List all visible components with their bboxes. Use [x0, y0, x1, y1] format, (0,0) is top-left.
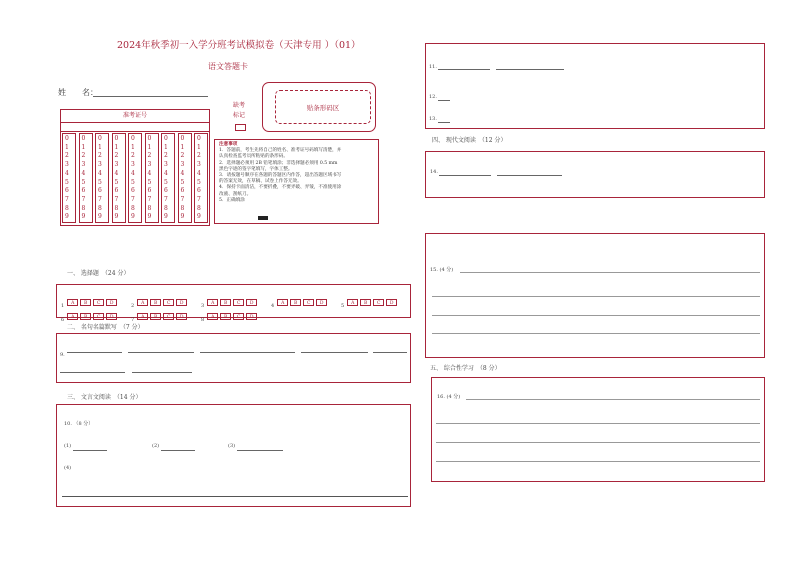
q11-13-box — [425, 43, 765, 129]
exam-id-digit[interactable]: 3 — [131, 161, 135, 169]
notice-box — [214, 139, 379, 224]
exam-id-column[interactable] — [194, 133, 208, 223]
notice-line: 的答案无效，在草稿、试卷上作答无效。 — [219, 179, 302, 185]
exam-id-digit[interactable]: 6 — [131, 187, 135, 195]
exam-id-digit[interactable]: 0 — [131, 135, 135, 142]
mcq-option[interactable]: B — [290, 299, 301, 306]
notice-line: 1．答题前，考生先将自己的姓名、准考证号码填写清楚，并 — [219, 148, 342, 154]
exam-id-column[interactable] — [62, 133, 76, 223]
exam-id-digit[interactable]: 6 — [81, 187, 86, 195]
exam-id-digit[interactable]: 0 — [81, 135, 86, 142]
absent-label-text: 缺考 标记 — [232, 102, 245, 119]
q14-blank-2[interactable] — [497, 175, 562, 176]
name-field[interactable] — [93, 96, 208, 97]
exam-id-digit[interactable]: 0 — [164, 135, 168, 142]
mcq-option[interactable]: A — [277, 299, 288, 306]
mcq-option[interactable]: D — [176, 313, 187, 320]
exam-id-digit[interactable]: 2 — [164, 152, 168, 160]
section-3-box — [56, 404, 411, 507]
filled-example — [258, 216, 268, 220]
exam-id-digit[interactable]: 9 — [65, 213, 69, 221]
q12-blank[interactable] — [438, 100, 450, 101]
exam-id-digit[interactable]: 5 — [114, 178, 119, 186]
exam-id-digit[interactable]: 9 — [98, 213, 102, 221]
exam-id-digit[interactable]: 4 — [81, 169, 86, 177]
exam-id-digit[interactable]: 4 — [114, 169, 119, 177]
q10-part-2: (2) — [152, 443, 160, 449]
exam-id-digit[interactable]: 1 — [197, 143, 201, 151]
exam-id-digit[interactable]: 4 — [98, 169, 102, 177]
exam-id-digit[interactable]: 3 — [164, 161, 168, 169]
q10-1-blank[interactable] — [73, 450, 107, 451]
exam-id-digit[interactable]: 6 — [98, 187, 102, 195]
exam-id-digit[interactable]: 4 — [131, 169, 135, 177]
exam-id-digit[interactable]: 2 — [98, 152, 102, 160]
exam-id-digit[interactable]: 6 — [180, 187, 185, 195]
exam-id-digit[interactable]: 8 — [147, 204, 152, 212]
exam-id-input-row[interactable] — [60, 122, 210, 132]
exam-id-digit[interactable]: 0 — [180, 135, 185, 142]
notice-lines — [219, 148, 374, 204]
mcq-option[interactable]: B — [220, 299, 231, 306]
q15-line-2[interactable] — [432, 296, 760, 297]
q9-blank-1[interactable] — [67, 352, 122, 353]
q15-line-4[interactable] — [432, 333, 760, 334]
q10-3-blank[interactable] — [237, 450, 283, 451]
q9-blank-3[interactable] — [200, 352, 295, 353]
exam-id-digit[interactable]: 4 — [164, 169, 168, 177]
exam-id-digit[interactable]: 3 — [81, 161, 86, 169]
exam-id-digit[interactable]: 4 — [197, 169, 201, 177]
q9-blank-4[interactable] — [301, 352, 368, 353]
exam-id-digit[interactable]: 8 — [98, 204, 102, 212]
page-title: 2024年秋季初一入学分班考试模拟卷（天津专用 ）（01） — [117, 40, 361, 51]
section-4-title: 四、 现代文阅读 （12 分） — [432, 137, 507, 144]
exam-id-digit[interactable]: 7 — [98, 195, 102, 203]
exam-id-digit[interactable]: 9 — [147, 213, 152, 221]
q11-label: 11. — [429, 64, 437, 70]
q10-2-blank[interactable] — [161, 450, 195, 451]
q9-blank-7[interactable] — [132, 372, 192, 373]
exam-id-digit[interactable]: 1 — [180, 143, 185, 151]
exam-id-digit[interactable]: 8 — [197, 204, 201, 212]
exam-id-digit[interactable]: 5 — [131, 178, 135, 186]
exam-id-digit[interactable]: 7 — [180, 195, 185, 203]
exam-id-column[interactable] — [145, 133, 159, 223]
exam-id-digit[interactable]: 2 — [114, 152, 119, 160]
exam-id-digit[interactable]: 6 — [147, 187, 152, 195]
mcq-option[interactable]: D — [386, 299, 397, 306]
exam-id-digit[interactable]: 7 — [81, 195, 86, 203]
exam-id-digit[interactable]: 5 — [147, 178, 152, 186]
q9-label: 9. — [60, 352, 65, 358]
q16-box — [431, 377, 765, 482]
q16-line-1[interactable] — [466, 399, 760, 400]
exam-id-digit[interactable]: 5 — [164, 178, 168, 186]
q16-line-2[interactable] — [436, 423, 760, 424]
exam-id-column[interactable] — [161, 133, 175, 223]
mcq-option[interactable]: C — [303, 299, 314, 306]
mcq-number: 3 — [201, 303, 205, 309]
exam-id-digit[interactable]: 0 — [114, 135, 119, 142]
exam-id-digit[interactable]: 8 — [180, 204, 185, 212]
mcq-option[interactable]: A — [67, 313, 78, 320]
notice-line: 改液、刮纸刀。 — [219, 191, 252, 197]
exam-id-digit[interactable]: 9 — [114, 213, 119, 221]
mcq-option[interactable]: B — [360, 299, 371, 306]
exam-id-digit[interactable]: 9 — [131, 213, 135, 221]
exam-id-digit[interactable]: 2 — [131, 152, 135, 160]
notice-title: 注意事项 — [219, 142, 238, 147]
name-label: 姓 名： — [58, 88, 98, 97]
exam-id-digit[interactable]: 6 — [164, 187, 168, 195]
mcq-number: 8 — [201, 317, 205, 323]
mcq-option[interactable]: D — [176, 299, 187, 306]
mcq-option[interactable]: D — [246, 299, 257, 306]
notice-line: 4．保持卡面清洁，不要折叠，不要弄破、弄皱，不准使用涂 — [219, 185, 342, 191]
exam-id-digit[interactable]: 7 — [197, 195, 201, 203]
q9-blank-5[interactable] — [373, 352, 407, 353]
exam-id-column[interactable] — [128, 133, 142, 223]
q10-part-1: (1) — [64, 443, 72, 449]
q12-label: 12. — [429, 94, 437, 100]
exam-id-digit[interactable]: 5 — [180, 178, 185, 186]
mcq-option[interactable]: A — [67, 299, 78, 306]
q13-label: 13. — [429, 116, 437, 122]
exam-id-digit[interactable]: 2 — [180, 152, 185, 160]
mcq-option[interactable]: D — [106, 313, 117, 320]
exam-id-digit[interactable]: 0 — [65, 135, 69, 142]
q11-blank-2[interactable] — [496, 69, 564, 70]
mcq-option[interactable]: C — [93, 313, 104, 320]
mcq-option[interactable]: A — [347, 299, 358, 306]
exam-id-digit[interactable]: 2 — [65, 152, 69, 160]
exam-id-digit[interactable]: 8 — [81, 204, 86, 212]
exam-id-column[interactable] — [178, 133, 192, 223]
mcq-option[interactable]: B — [220, 313, 231, 320]
section-3-title: 三、 文言文阅读 （14 分） — [67, 394, 142, 401]
mcq-option[interactable]: A — [207, 313, 218, 320]
exam-id-column[interactable] — [112, 133, 126, 223]
q10-part-3: (3) — [228, 443, 236, 449]
page-subtitle: 语文答题卡 — [208, 62, 248, 71]
exam-id-digit[interactable]: 1 — [131, 143, 135, 151]
mcq-option[interactable]: C — [163, 299, 174, 306]
exam-id-digit[interactable]: 0 — [197, 135, 201, 142]
exam-id-digit[interactable]: 4 — [180, 169, 185, 177]
exam-id-digit[interactable]: 9 — [81, 213, 86, 221]
section-2-title: 二、 名句名篇默写 （7 分） — [67, 324, 144, 331]
q13-blank[interactable] — [438, 122, 450, 123]
exam-id-digit[interactable]: 8 — [164, 204, 168, 212]
mcq-option[interactable]: C — [373, 299, 384, 306]
exam-id-digit[interactable]: 7 — [131, 195, 135, 203]
mcq-option[interactable]: A — [137, 299, 148, 306]
mcq-option[interactable]: C — [233, 299, 244, 306]
section-2-box — [56, 333, 411, 383]
exam-id-digit[interactable]: 7 — [65, 195, 69, 203]
exam-id-digit[interactable]: 3 — [98, 161, 102, 169]
exam-id-digit[interactable]: 5 — [81, 178, 86, 186]
q14-label: 14. — [430, 169, 438, 175]
q16-line-3[interactable] — [436, 442, 760, 443]
notice-line: 3．请按题号顺序在各题的答题区内作答，超出答题区域书写 — [219, 173, 342, 179]
exam-id-digit[interactable]: 7 — [164, 195, 168, 203]
q15-line-3[interactable] — [432, 315, 760, 316]
q10-label: 10. （8 分） — [64, 421, 94, 427]
q10-4-line[interactable] — [62, 496, 408, 497]
exam-id-digit[interactable]: 3 — [65, 161, 69, 169]
exam-id-digit[interactable]: 1 — [81, 143, 86, 151]
exam-id-digit[interactable]: 4 — [65, 169, 69, 177]
absent-label — [232, 101, 246, 121]
exam-id-digit[interactable]: 4 — [147, 169, 152, 177]
mcq-option[interactable]: B — [80, 299, 91, 306]
section-1-title: 一、 选择题 （24 分） — [67, 270, 130, 277]
exam-id-digit[interactable]: 0 — [98, 135, 102, 142]
q9-blank-2[interactable] — [128, 352, 194, 353]
notice-line: 5．正确填涂 — [219, 197, 245, 203]
barcode-label: 贴条形码区 — [275, 90, 371, 124]
q15-label: 15. (4 分) — [430, 267, 454, 273]
exam-id-digit[interactable]: 1 — [147, 143, 152, 151]
mcq-number: 7 — [131, 317, 135, 323]
q9-blank-6[interactable] — [60, 372, 125, 373]
mcq-number: 2 — [131, 303, 135, 309]
exam-id-digit[interactable]: 6 — [65, 187, 69, 195]
exam-id-digit-grid[interactable] — [60, 133, 210, 223]
exam-id-digit[interactable]: 9 — [197, 213, 201, 221]
mcq-option[interactable]: C — [163, 313, 174, 320]
exam-id-digit[interactable]: 7 — [114, 195, 119, 203]
exam-id-digit[interactable]: 7 — [147, 195, 152, 203]
mcq-number: 4 — [271, 303, 275, 309]
mcq-option[interactable]: D — [246, 313, 257, 320]
mcq-option[interactable]: C — [93, 299, 104, 306]
mcq-option[interactable]: C — [233, 313, 244, 320]
mcq-number: 1 — [61, 303, 65, 309]
exam-id-digit[interactable]: 2 — [197, 152, 201, 160]
exam-id-digit[interactable]: 5 — [65, 178, 69, 186]
exam-id-digit[interactable]: 6 — [197, 187, 201, 195]
exam-id-digit[interactable]: 5 — [98, 178, 102, 186]
mcq-option[interactable]: D — [316, 299, 327, 306]
mcq-option[interactable]: B — [150, 299, 161, 306]
mcq-option[interactable]: A — [207, 299, 218, 306]
exam-id-digit[interactable]: 9 — [180, 213, 185, 221]
exam-id-digit[interactable]: 2 — [147, 152, 152, 160]
q10-part-4: (4) — [64, 465, 72, 471]
exam-id-digit[interactable]: 1 — [65, 143, 69, 151]
notice-line: 2．选择题必须用 2B 铅笔填涂；非选择题必须用 0.5 mm — [219, 160, 338, 166]
exam-id-digit[interactable]: 6 — [114, 187, 119, 195]
exam-id-column[interactable] — [79, 133, 93, 223]
exam-id-digit[interactable]: 8 — [65, 204, 69, 212]
mcq-question-q5 — [341, 292, 399, 311]
absent-checkbox[interactable] — [235, 124, 246, 131]
exam-id-digit[interactable]: 3 — [180, 161, 185, 169]
exam-id-digit[interactable]: 3 — [197, 161, 201, 169]
exam-id-digit[interactable]: 2 — [81, 152, 86, 160]
mcq-number: 5 — [341, 303, 345, 309]
mcq-question-q4 — [271, 292, 329, 311]
mcq-option[interactable]: B — [150, 313, 161, 320]
exam-id-digit[interactable]: 8 — [131, 204, 135, 212]
mcq-number: 6 — [61, 317, 65, 323]
exam-id-digit[interactable]: 1 — [98, 143, 102, 151]
notice-line: 黑色字迹的签字笔填写，字体工整。 — [219, 166, 293, 172]
exam-id-label: 准考证号 — [60, 109, 210, 123]
exam-id-digit[interactable]: 0 — [147, 135, 152, 142]
section-5-title: 五、 综合性学习 （8 分） — [430, 365, 501, 372]
notice-line: 认真检查监考员所粘贴的条形码。 — [219, 154, 288, 160]
mcq-option[interactable]: A — [137, 313, 148, 320]
exam-id-column[interactable] — [95, 133, 109, 223]
mcq-option[interactable]: B — [80, 313, 91, 320]
exam-id-digit[interactable]: 1 — [164, 143, 168, 151]
exam-id-digit[interactable]: 5 — [197, 178, 201, 186]
exam-id-digit[interactable]: 1 — [114, 143, 119, 151]
q11-blank-1[interactable] — [438, 69, 490, 70]
q15-line-1[interactable] — [460, 272, 760, 273]
exam-id-digit[interactable]: 9 — [164, 213, 168, 221]
exam-id-digit[interactable]: 3 — [147, 161, 152, 169]
q14-blank-1[interactable] — [439, 175, 491, 176]
exam-id-digit[interactable]: 3 — [114, 161, 119, 169]
exam-id-digit[interactable]: 8 — [114, 204, 119, 212]
mcq-question-q8 — [201, 306, 259, 325]
q16-label: 16. (4 分) — [437, 394, 461, 400]
q16-line-4[interactable] — [436, 461, 760, 462]
mcq-option[interactable]: D — [106, 299, 117, 306]
